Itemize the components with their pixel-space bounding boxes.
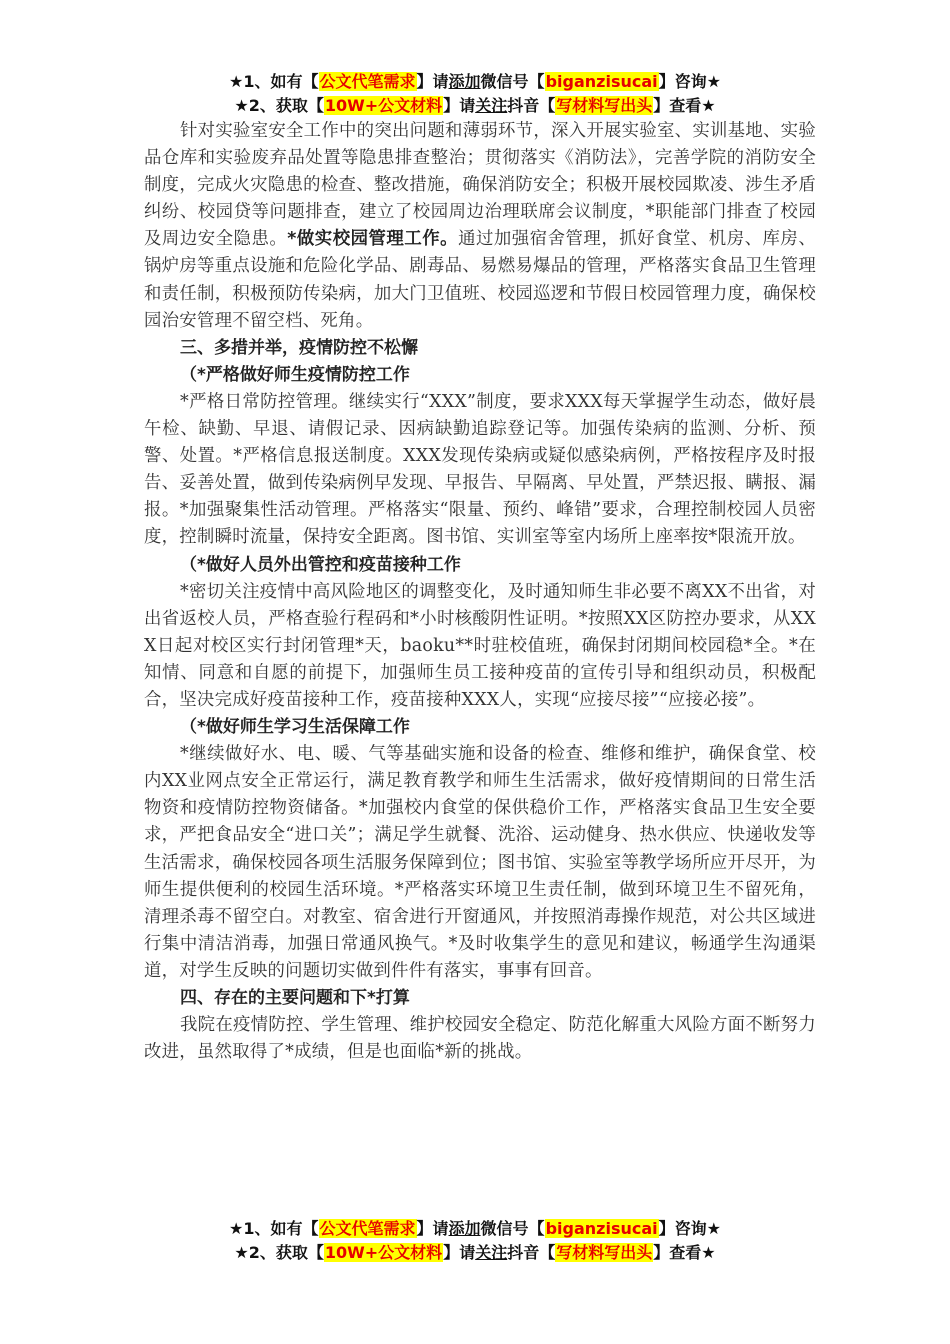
section-heading-4: 四、存在的主要问题和下*打算 — [180, 988, 410, 1008]
highlight-douyin: 写材料写出头 — [556, 96, 653, 115]
ad-header-top — [0, 70, 950, 118]
highlight-wechat-id: biganzisucai — [545, 1219, 658, 1238]
highlight-wechat-id: biganzisucai — [545, 72, 658, 91]
document-body — [144, 118, 816, 1066]
ad-line-1: ★1、如有【公文代笔需求】请添加微信号【biganzisucai】咨询★ — [229, 1219, 721, 1238]
ad-line-2: ★2、获取【10W+公文材料】请关注抖音【写材料写出头】查看★ — [234, 1243, 716, 1262]
section-heading-3: 三、多措并举，疫情防控不松懈 — [180, 337, 418, 358]
highlight-service: 公文代笔需求 — [319, 72, 416, 91]
subsection-heading: （*严格做好师生疫情防控工作 — [180, 364, 410, 385]
paragraph-living-support: *继续做好水、电、暖、气等基础实施和设备的检查、维修和维护，确保食堂、校内XX业网点安全正常运行，满足教育教学和师生生活需求，做好疫情期间的日常生活物资和疫情防控物资储备。*加强校内食堂的保供稳价工作，严格落实食品卫生安全要求，严把食品安全“进口关”；满足学生就餐、洗浴、运动健身、热水供应、快递收发等生活需求，确保校园各项生活服务保障到位；图书馆、实验室等教学场所应开尽开，为师生提供便利的校园生活环境。*严格落实环境卫生责任制，做到环境卫生不留死角，清理杀毒不留空白。对教室、宿舍进行开窗通风，并按照消毒操作规范，对公共区域进行集中清洁消毒，加强日常通风换气。*及时收集学生的意见和建议，畅通学生沟通渠道，对学生反映的问题切实做到件件有落实，事事有回音。 — [144, 744, 816, 981]
highlight-service: 公文代笔需求 — [319, 1219, 416, 1238]
highlight-douyin: 写材料写出头 — [556, 1243, 653, 1262]
inline-bold-heading: *做实校园管理工作。 — [287, 229, 459, 250]
ad-line-2: ★2、获取【10W+公文材料】请关注抖音【写材料写出头】查看★ — [234, 96, 716, 115]
paragraph-epidemic-control: *严格日常防控管理。继续实行“XXX”制度，要求XXX每天掌握学生动态，做好晨午检、缺勤、早退、请假记录、因病缺勤追踪登记等。加强传染病的监测、分析、预警、处置。*严格信息报送制度。XXX发现传染病或疑似感染病例，严格按程序及时报告、妥善处置，做到传染病例早发现、早报告、早隔离、早处置，严禁迟报、瞒报、漏报。*加强聚集性活动管理。严格落实“限量、预约、峰错”要求，合理控制校园人员密度，控制瞬时流量，保持安全距离。图书馆、实训室等室内场所上座率按*限流开放。 — [144, 391, 816, 548]
paragraph-problems: 我院在疫情防控、学生管理、维护校园安全稳定、防范化解重大风险方面不断努力改进，虽然取得了*成绩，但是也面临*新的挑战。 — [144, 1015, 816, 1063]
ad-footer-bottom — [0, 1217, 950, 1265]
subsection-heading: （*做好人员外出管控和疫苗接种工作 — [180, 554, 461, 575]
highlight-materials: 10W+公文材料 — [324, 1243, 443, 1262]
paragraph-vaccination: *密切关注疫情中高风险地区的调整变化，及时通知师生非必要不离XX不出省，对出省返校人员，严格查验行程码和*小时核酸阴性证明。*按照XX区防控办要求，从XXX日起对校区实行封闭管理*天，baoku**时驻校值班，确保封闭期间校园稳*全。*在知情、同意和自愿的前提下，加强师生员工接种疫苗的宣传引导和组织动员，积极配合，坚决完成好疫苗接种工作，疫苗接种XXX人，实现“应接尽接”“应接必接”。 — [144, 581, 816, 710]
ad-line-1: ★1、如有【公文代笔需求】请添加微信号【biganzisucai】咨询★ — [229, 72, 721, 91]
subsection-heading: （*做好师生学习生活保障工作 — [180, 717, 410, 738]
paragraph-lab-safety: 针对实验室安全工作中的突出问题和薄弱环节，深入开展实验室、实训基地、实验品仓库和实验废弃品处置等隐患排查整治；贯彻落实《消防法》，完善学院的消防安全制度，完成火灾隐患的检查、整改措施，确保消防安全；积极开展校园欺凌、涉生矛盾纠纷、校园贷等问题排查，建立了校园周边治理联席会议制度，*职能部门排查了校园及周边安全隐患。*做实校园管理工作。通过加强宿舍管理，抓好食堂、机房、库房、锅炉房等重点设施和危险化学品、剧毒品、易燃易爆品的管理，严格落实食品卫生管理和责任制，积极预防传染病，加大门卫值班、校园巡逻和节假日校园管理力度，确保校园治安管理不留空档、死角。 — [144, 121, 816, 331]
highlight-materials: 10W+公文材料 — [324, 96, 443, 115]
